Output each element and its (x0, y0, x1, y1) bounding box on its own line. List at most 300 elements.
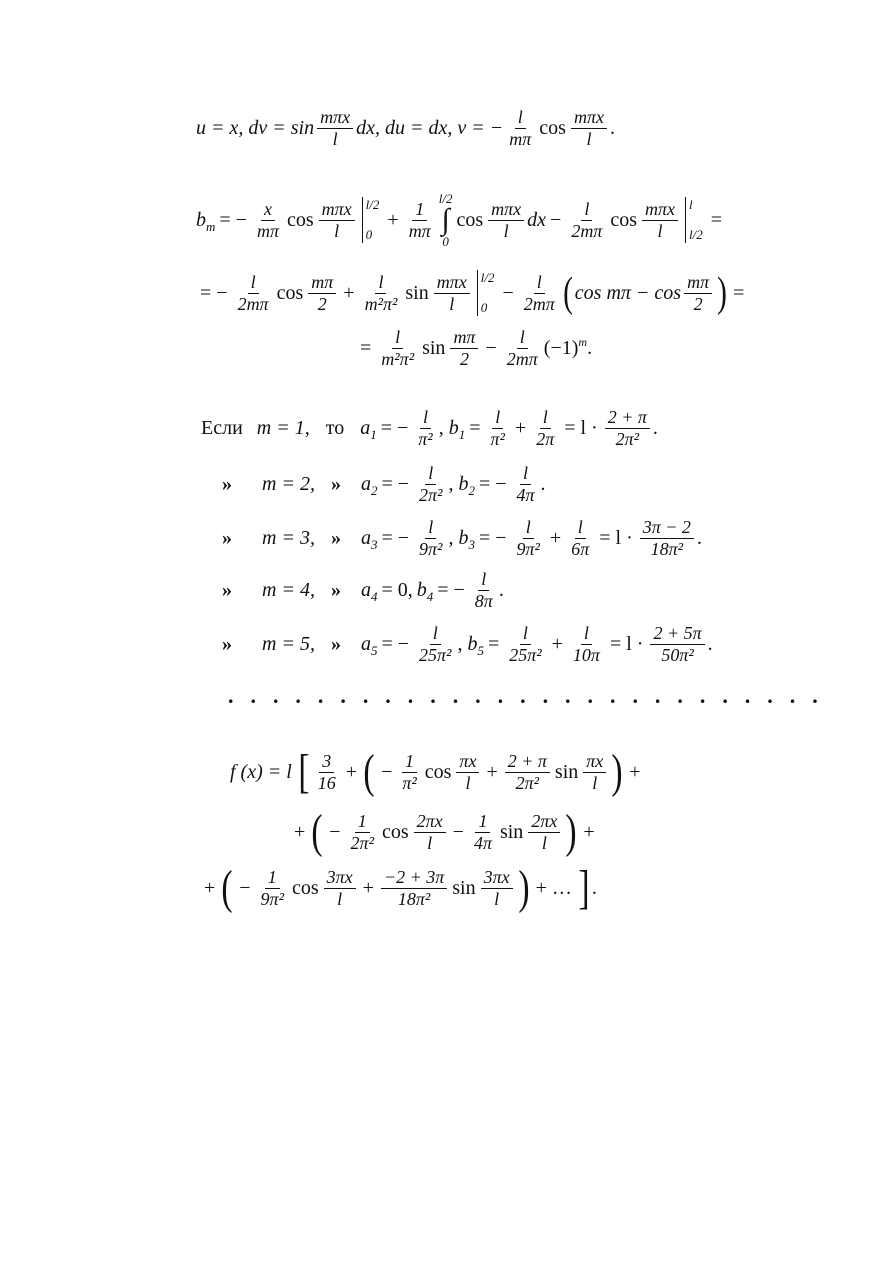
fx-line-3 (200, 861, 597, 914)
num: mπx (434, 273, 470, 294)
a-sub: 2 (370, 482, 378, 498)
den: 16 (317, 772, 336, 793)
eval-bar (477, 270, 495, 316)
den: π² (418, 428, 433, 449)
cos-fn: cos (286, 208, 314, 231)
eval-top: l (689, 197, 693, 212)
left-paren: ( (562, 270, 573, 316)
dot: . (722, 683, 728, 708)
b-letter: b (467, 632, 478, 655)
dot: . (452, 683, 459, 708)
den: 2mπ (571, 220, 603, 241)
neg-one-power (543, 334, 588, 360)
u-def: u = x, (196, 116, 244, 139)
a-symbol (361, 527, 378, 550)
frac-mpx-l (434, 273, 470, 314)
b-eq: = (469, 416, 481, 439)
ditto-mark: » (222, 578, 232, 601)
den: 4π (516, 484, 535, 505)
frac-mp-2-b (684, 273, 712, 314)
right-bracket: ] (578, 861, 590, 914)
eq-line-4 (356, 328, 592, 369)
dot: . (385, 683, 391, 708)
period: . (652, 416, 658, 439)
frac-l-m2p2 (378, 328, 417, 369)
a-letter: a (360, 578, 371, 601)
den: l (449, 293, 455, 314)
frac-b3 (650, 624, 704, 665)
plus-2: + (583, 820, 595, 843)
case-row-1: Если m = 1, то $a_1$ = − $\frac{l}{\text{π²}}$ , $b_1$ = $\frac{l}{\text{π²}}$ + $\frac{l}{2\pi}$ = l · $\frac{2 + \pi}{\text{2π²}}$ . (201, 407, 658, 449)
ditto-mark-2: » (330, 472, 341, 495)
right-paren: ) (518, 861, 530, 914)
equals: = (360, 336, 372, 359)
power-m: m (578, 334, 588, 349)
plus: + (345, 760, 358, 783)
num: l (392, 328, 403, 349)
num: 3 (319, 752, 334, 773)
ditto-mark: » (222, 526, 232, 549)
den: 2π² (419, 484, 443, 505)
period: . (540, 472, 546, 495)
den: l (332, 128, 338, 149)
dx: dx (527, 208, 547, 231)
frac-mpx-l-2 (571, 108, 607, 149)
frac-a (416, 464, 445, 505)
b-letter: b (448, 416, 459, 439)
b-letter: b (416, 578, 427, 601)
m-value: m = 4, (262, 578, 315, 601)
eq-minus: = − (219, 208, 247, 231)
eq-l: = l · (564, 416, 598, 439)
plus: + (343, 281, 355, 304)
b-symbol (417, 579, 434, 602)
case-row-3: » m = 3, » $a_3$ = − $\frac{l}{\text{9π²}}$ , $b_3$ = − $\frac{l}{\text{9π²}}$ + $\frac{l}{6\pi}$ = l · $\frac{3\pi - 2}{\text{18π²}}$ . (222, 517, 702, 559)
num: l (520, 464, 531, 485)
den: mπ (256, 220, 279, 241)
dot: . (272, 683, 279, 708)
eq-minus: = − (200, 281, 228, 304)
den: l (494, 888, 500, 909)
den: l (657, 220, 663, 241)
num: l (248, 273, 259, 294)
num: l (520, 624, 531, 645)
v-def: v = − (457, 116, 504, 139)
den: 2π² (515, 772, 540, 793)
num: 2πx (528, 812, 560, 833)
a-eq: = − (380, 416, 409, 439)
plus: + (514, 416, 527, 439)
case-row-4 (222, 570, 504, 611)
num: l (534, 273, 545, 294)
fx-lhs: f (x) = l (230, 760, 292, 783)
cos-fn-2: cos (456, 208, 484, 231)
eval-top: l/2 (480, 270, 495, 285)
case-row-2: » m = 2, » $a_2$ = − $\frac{l}{\text{2π²}}$ , $b_2$ = − $\frac{l}{4\pi}$ . (222, 463, 546, 505)
a-sub: 3 (370, 536, 378, 552)
den: l (427, 832, 433, 853)
dot: . (340, 683, 346, 708)
dot: . (295, 683, 301, 708)
dot: . (542, 683, 549, 708)
b-sub: 5 (477, 642, 484, 658)
eval-bottom: 0 (365, 227, 373, 242)
frac-b1 (514, 464, 538, 505)
period: . (498, 578, 504, 601)
a-letter: a (360, 416, 371, 439)
right-paren: ) (611, 745, 623, 798)
den: 2π² (615, 428, 640, 449)
frac-1-mp (406, 200, 434, 241)
den: 9π² (260, 888, 284, 909)
den: 10π (572, 644, 600, 665)
den: l (465, 772, 471, 793)
num: l (492, 408, 503, 429)
frac-1-p2 (399, 752, 419, 793)
num: l (517, 328, 528, 349)
b-symbol (458, 473, 475, 496)
left-paren: ( (221, 861, 233, 914)
frac-l-2mp (568, 200, 605, 241)
sin-fn: sin (554, 760, 579, 783)
fx-line-1 (230, 745, 645, 798)
minus: − (381, 760, 393, 783)
den: 8π (474, 590, 493, 611)
den: l (337, 888, 343, 909)
a-symbol (360, 417, 377, 440)
m-value: m = 3, (262, 526, 315, 549)
num: 2 + 5π (650, 624, 704, 645)
num: −2 + 3π (381, 868, 447, 889)
ditto-mark-2: » (330, 526, 341, 549)
a-letter: a (360, 526, 371, 549)
period: . (591, 876, 597, 899)
dot: . (362, 683, 369, 708)
frac-b1 (472, 570, 496, 611)
dot: . (812, 683, 818, 708)
num: l (581, 200, 592, 221)
a-letter: a (360, 472, 371, 495)
if-word: Если (201, 416, 243, 439)
eval-top: l/2 (365, 197, 380, 212)
num: mπx (571, 108, 607, 129)
num: 1 (265, 868, 280, 889)
den: mπ (509, 128, 532, 149)
equals: = (710, 208, 723, 231)
frac-mp-2 (450, 328, 478, 369)
sin-fn: sin (499, 820, 524, 843)
frac-b2 (568, 518, 592, 559)
frac-a (416, 624, 454, 665)
num: l (523, 518, 534, 539)
int-glyph: ∫ (441, 203, 450, 236)
num: l (575, 518, 586, 539)
frac-b2 (570, 624, 603, 665)
dot: . (767, 683, 773, 708)
eval-bar-1 (362, 197, 380, 243)
b-eq: = − (478, 472, 507, 495)
den: l (334, 220, 340, 241)
minus: − (502, 281, 514, 304)
plus: + (294, 820, 306, 843)
den: 9π² (516, 538, 540, 559)
a-eq: = − (381, 632, 410, 655)
den: 2mπ (506, 348, 538, 369)
ditto-mark-2: » (330, 578, 341, 601)
frac-l-2mp (504, 328, 541, 369)
a-letter: a (360, 632, 371, 655)
b-symbol (467, 633, 484, 656)
minus-2: − (452, 820, 464, 843)
den: 2 (317, 293, 327, 314)
frac-2px-l-2 (528, 812, 560, 853)
num: l (425, 518, 436, 539)
dot: . (520, 683, 526, 708)
frac-m2p3p-18p2 (381, 868, 447, 909)
integral-sign (439, 192, 453, 248)
frac-b2 (533, 408, 557, 449)
cos-fn: cos (539, 116, 566, 139)
plus-3: + (629, 760, 641, 783)
minus: − (550, 208, 562, 231)
equals: = (733, 281, 745, 304)
dot: . (744, 683, 751, 708)
num: mπ (450, 328, 478, 349)
minus: − (329, 820, 341, 843)
frac-1-2p2 (348, 812, 377, 853)
dotted-separator (228, 683, 818, 709)
right-paren: ) (717, 270, 728, 316)
bm-symbol (196, 209, 215, 232)
plus: + (204, 876, 216, 899)
frac-mp-2 (308, 273, 336, 314)
frac-l-mp (506, 108, 534, 149)
ditto-mark: » (222, 632, 232, 655)
num: mπx (319, 200, 355, 221)
ditto-mark: » (222, 472, 232, 495)
frac-b1 (506, 624, 544, 665)
num: l (540, 408, 551, 429)
bm-sub: m (206, 218, 216, 234)
b-symbol (458, 527, 475, 550)
den: 2π² (350, 832, 374, 853)
dot: . (609, 683, 616, 708)
b-eq: = − (437, 578, 465, 601)
dv-def: dv = sin (248, 116, 315, 139)
frac-mpx-l (319, 200, 355, 241)
b-letter: b (458, 526, 469, 549)
dot: . (654, 683, 661, 708)
den: l (586, 128, 592, 149)
num: 3π − 2 (640, 518, 694, 539)
den: 4π (473, 832, 492, 853)
dot: . (250, 683, 256, 708)
den: 2mπ (523, 293, 555, 314)
num: l (515, 108, 526, 129)
a-sub: 5 (370, 642, 378, 658)
dot: . (475, 683, 481, 708)
ditto-mark-2: » (330, 632, 341, 655)
case-row-5: » m = 5, » $a_5$ = − $\frac{l}{\text{25π²}}$ , $b_5$ = $\frac{l}{\text{25π²}}$ + $\frac{l}{10\pi}$ = l · $\frac{2 + 5\pi}{\text{50π²}}$ . (222, 623, 713, 665)
num: 2 + π (505, 752, 550, 773)
minus: − (239, 876, 251, 899)
cos-fn-3: cos (610, 208, 638, 231)
m-value: m = 1, (256, 416, 310, 439)
frac-3-16 (315, 752, 339, 793)
den: mπ (408, 220, 431, 241)
num: mπx (642, 200, 678, 221)
num: 1 (412, 200, 427, 221)
frac-3px-l (324, 868, 356, 909)
sin-fn: sin (422, 336, 446, 359)
b-sub: 4 (426, 588, 434, 604)
b-eq: = (487, 632, 500, 655)
num: 3πx (481, 868, 513, 889)
frac-mpx-l (317, 108, 353, 149)
eq-line-3 (196, 270, 748, 316)
a-symbol (361, 473, 378, 496)
then-word: то (325, 416, 345, 439)
a-eq: = 0, (381, 578, 413, 601)
frac-a (416, 518, 445, 559)
num: 3πx (324, 868, 356, 889)
num: mπx (317, 108, 353, 129)
num: 2πx (414, 812, 446, 833)
b-letter: b (458, 472, 469, 495)
eval-bottom: 0 (480, 300, 488, 315)
b-sub: 2 (468, 482, 475, 498)
frac-1-4p (471, 812, 495, 853)
b-eq: = − (478, 526, 507, 549)
a-eq: = − (381, 472, 410, 495)
frac-3px-l-2 (481, 868, 513, 909)
int-upper: l/2 (438, 191, 453, 206)
a-symbol (361, 633, 378, 656)
den: 2 (459, 348, 469, 369)
plus: + (551, 632, 563, 655)
left-paren: ( (363, 745, 375, 798)
b-symbol (449, 417, 466, 440)
num: mπx (488, 200, 524, 221)
dot: . (677, 683, 683, 708)
frac-px-l (456, 752, 479, 793)
eval-bar-2 (685, 197, 703, 243)
fx-line-2 (290, 805, 599, 858)
num: πx (456, 752, 479, 773)
den: 2 (693, 293, 703, 314)
dot: . (699, 683, 706, 708)
num: 2 + π (605, 408, 650, 429)
sin-fn: sin (452, 876, 476, 899)
frac-l-m2p2 (362, 273, 401, 314)
eq-l: = l · (609, 632, 644, 655)
frac-b1 (487, 408, 507, 449)
neg-one: (−1) (543, 336, 579, 359)
period: . (587, 336, 593, 359)
frac-mpx-l-3 (642, 200, 678, 241)
cos-fn: cos (291, 876, 319, 899)
den: 25π² (419, 644, 452, 665)
int-lower: 0 (442, 234, 449, 249)
frac-2pp-2p2 (505, 752, 550, 793)
den: 18π² (397, 888, 431, 909)
eq-line-2 (196, 192, 726, 248)
den: π² (402, 772, 417, 793)
bm-letter: b (196, 208, 206, 231)
m-value: m = 5, (262, 632, 315, 655)
period: . (707, 632, 713, 655)
den: m²π² (364, 293, 398, 314)
dot: . (430, 683, 436, 708)
eval-bottom: l/2 (689, 227, 703, 242)
dot: . (317, 683, 324, 708)
minus: − (485, 336, 497, 359)
dot: . (497, 683, 504, 708)
plus: + (387, 208, 399, 231)
dot: . (407, 683, 414, 708)
num: mπ (308, 273, 336, 294)
frac-2px-l (414, 812, 446, 853)
num: mπ (684, 273, 712, 294)
dx: dx, (356, 116, 380, 139)
num: 1 (402, 752, 417, 773)
b-sub: 3 (468, 536, 475, 552)
a-eq: = − (381, 526, 410, 549)
a-symbol (361, 579, 378, 602)
den: 2mπ (237, 293, 269, 314)
frac-b3 (640, 518, 694, 559)
period: . (696, 526, 702, 549)
cos-fn: cos (381, 820, 409, 843)
plus-2: + (362, 876, 374, 899)
num: x (261, 200, 275, 221)
den: π² (490, 428, 505, 449)
tail-ellipsis: + … (535, 876, 572, 899)
left-bracket: [ (298, 745, 310, 798)
den: l (541, 832, 547, 853)
sin-fn: sin (405, 281, 429, 304)
dot: . (789, 683, 796, 708)
num: πx (583, 752, 606, 773)
den: 2π (536, 428, 555, 449)
den: 6π (571, 538, 590, 559)
a-sub: 1 (370, 426, 377, 442)
frac-a (415, 408, 435, 449)
plus: + (549, 526, 562, 549)
du-def: du = dx, (385, 116, 453, 139)
den: 25π² (509, 644, 542, 665)
cos-fn: cos (276, 281, 304, 304)
plus-2: + (486, 760, 498, 783)
num: 1 (355, 812, 370, 833)
frac-mpx-l-2 (488, 200, 524, 241)
cos-fn: cos (424, 760, 452, 783)
num: l (430, 624, 441, 645)
dot: . (632, 683, 638, 708)
eq-line-1 (196, 108, 615, 149)
left-paren: ( (311, 805, 323, 858)
frac-b1 (514, 518, 543, 559)
num: 1 (475, 812, 490, 833)
num: l (581, 624, 592, 645)
frac-l-2mp-2 (521, 273, 558, 314)
den: 50π² (661, 644, 694, 665)
den: m²π² (381, 348, 415, 369)
m-value: m = 2, (262, 472, 315, 495)
frac-x-mp (254, 200, 282, 241)
frac-l-2mp (235, 273, 272, 314)
num: l (375, 273, 386, 294)
